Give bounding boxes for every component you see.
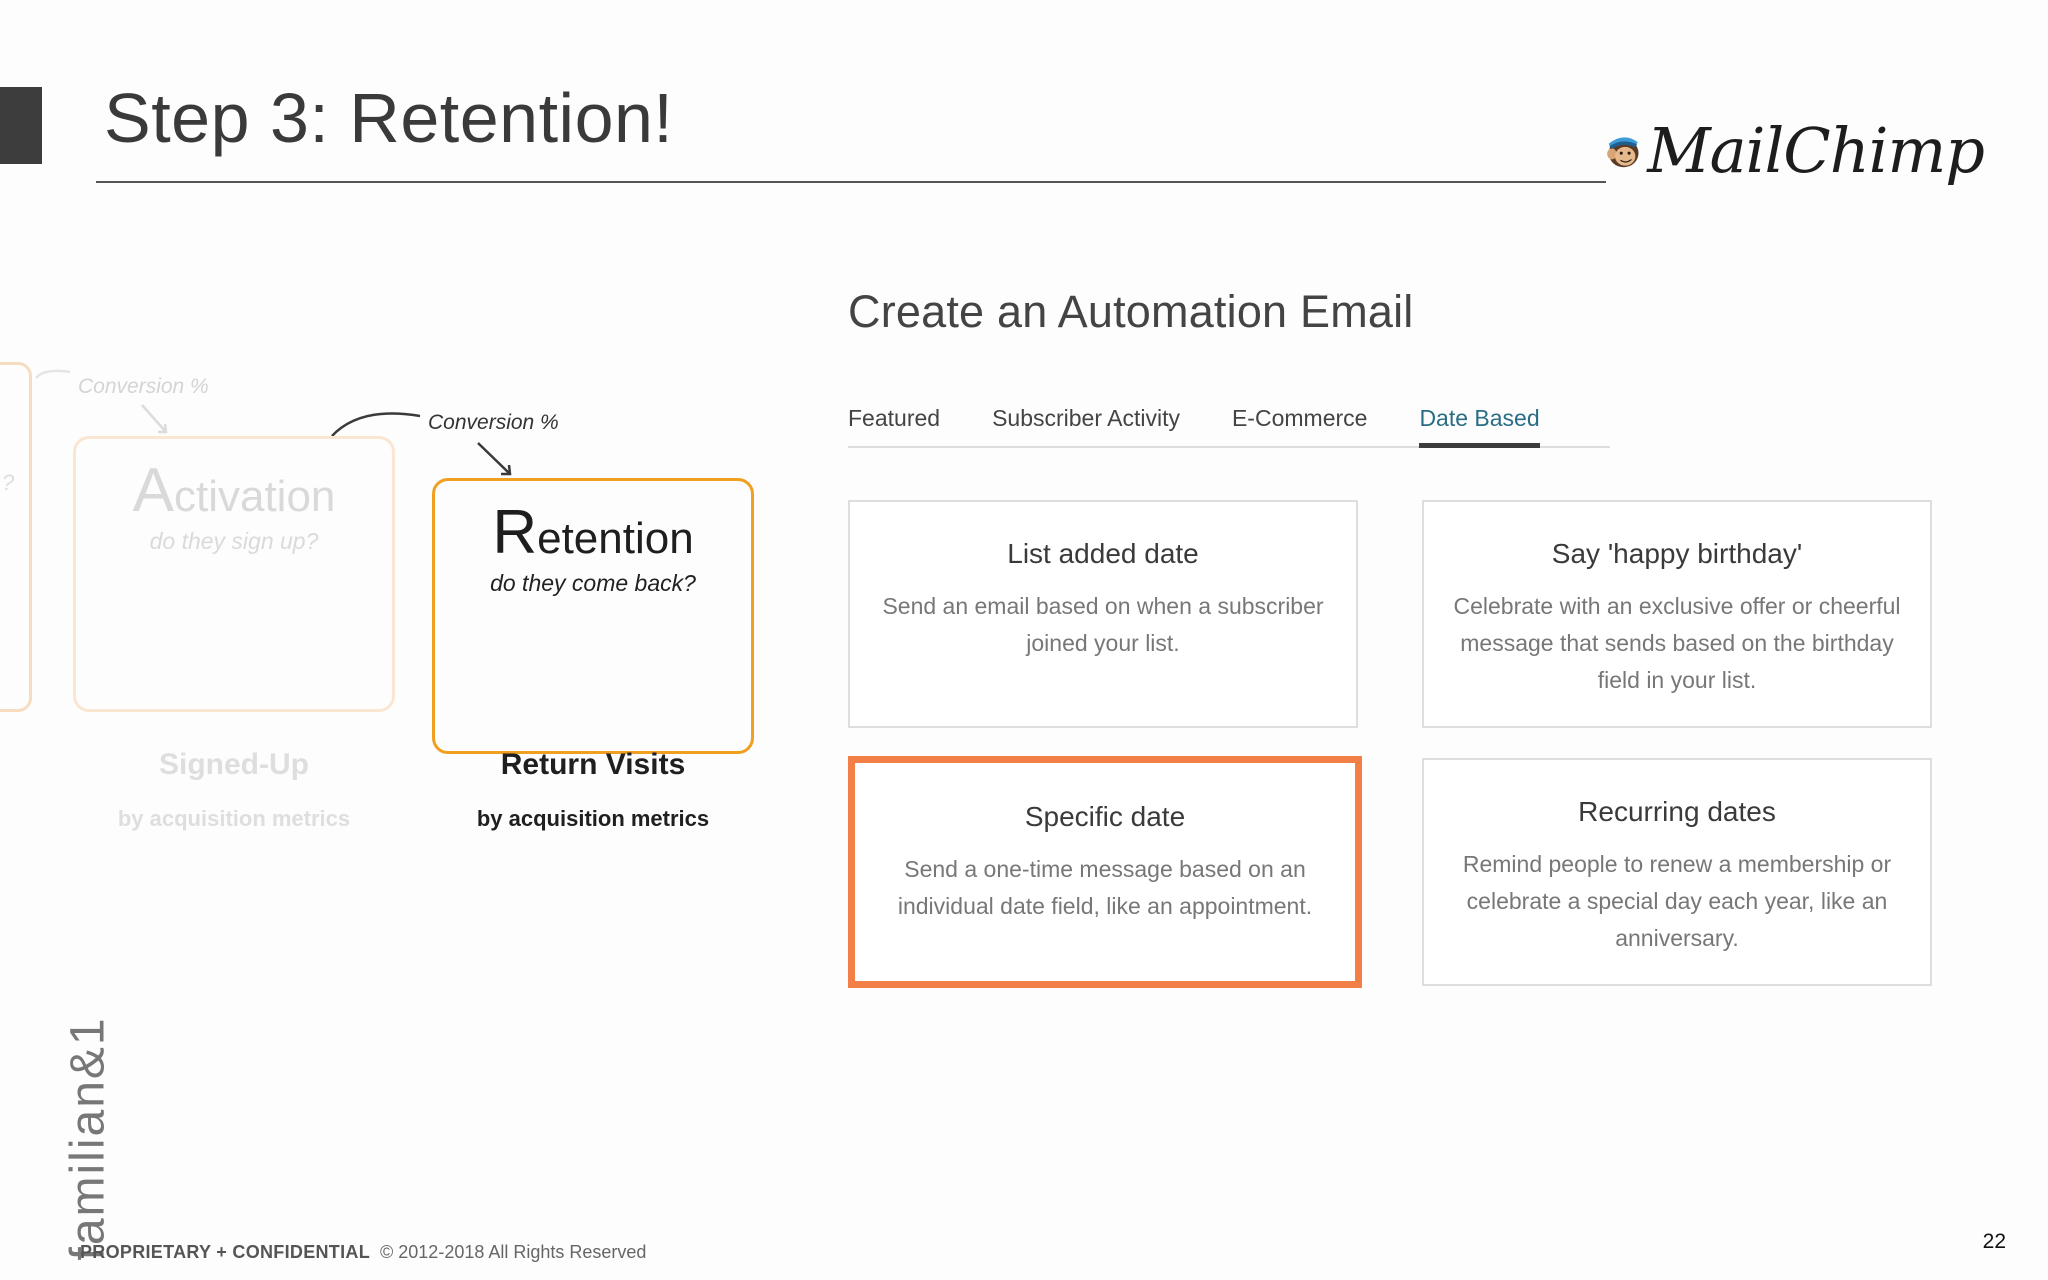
- signed-up-metric-sub: by acquisition metrics: [117, 806, 351, 831]
- card-title: Specific date: [1024, 801, 1186, 832]
- faded-question-mark: ?: [2, 470, 15, 495]
- card-title: Recurring dates: [1578, 796, 1776, 827]
- tab-date-based[interactable]: Date Based: [1419, 400, 1539, 448]
- card-recurring-dates[interactable]: [1422, 758, 1932, 986]
- retention-question: do they come back?: [490, 570, 696, 596]
- card-description: Send an email based on when a subscriber joined your list.: [882, 593, 1324, 656]
- tab-e-commerce[interactable]: E-Commerce: [1231, 405, 1368, 431]
- mailchimp-logo: [1604, 100, 1984, 200]
- card-specific-date[interactable]: [848, 756, 1362, 988]
- slide-title: Step 3: Retention!: [104, 79, 674, 157]
- card-list-added-date[interactable]: [848, 500, 1358, 728]
- familian-brand-mark: familian&1: [61, 1016, 115, 1261]
- retention-stage-name: Retention: [492, 498, 694, 567]
- mailchimp-wordmark: MailChimp: [1647, 113, 1984, 187]
- card-happy-birthday[interactable]: [1422, 500, 1932, 728]
- signed-up-metric: Signed-Up: [159, 748, 309, 781]
- activation-stage-box: [73, 436, 395, 712]
- card-title: Say 'happy birthday': [1551, 538, 1803, 569]
- card-description: Send a one-time message based on an individual date field, like an appointment.: [897, 856, 1313, 919]
- tab-featured[interactable]: Featured: [848, 405, 941, 431]
- page-number: 22: [1982, 1230, 2006, 1253]
- return-visits-metric: Return Visits: [500, 748, 686, 781]
- card-title: List added date: [1007, 538, 1199, 569]
- mailchimp-monkey-icon: [1604, 103, 1643, 197]
- tab-subscriber-activity[interactable]: Subscriber Activity: [992, 405, 1180, 431]
- automation-tabs: [848, 400, 1610, 448]
- activation-stage-name: Activation: [132, 456, 336, 525]
- activation-question: do they sign up?: [149, 528, 319, 554]
- return-visits-metric-sub: by acquisition metrics: [476, 806, 710, 831]
- automation-heading: Create an Automation Email: [848, 286, 1414, 337]
- slide-footer: PROPRIETARY + CONFIDENTIAL © 2012-2018 All Rights Reserved: [80, 1242, 647, 1262]
- faded-conversion-label: Conversion %: [78, 375, 209, 398]
- card-description: Celebrate with an exclusive offer or cheerful message that sends based on the birthday field in your list.: [1453, 593, 1901, 693]
- card-description: Remind people to renew a membership or celebrate a special day each year, like an anniversary.: [1462, 851, 1892, 951]
- retention-stage-box: [432, 478, 754, 754]
- retention-conversion-label: Conversion %: [428, 411, 559, 434]
